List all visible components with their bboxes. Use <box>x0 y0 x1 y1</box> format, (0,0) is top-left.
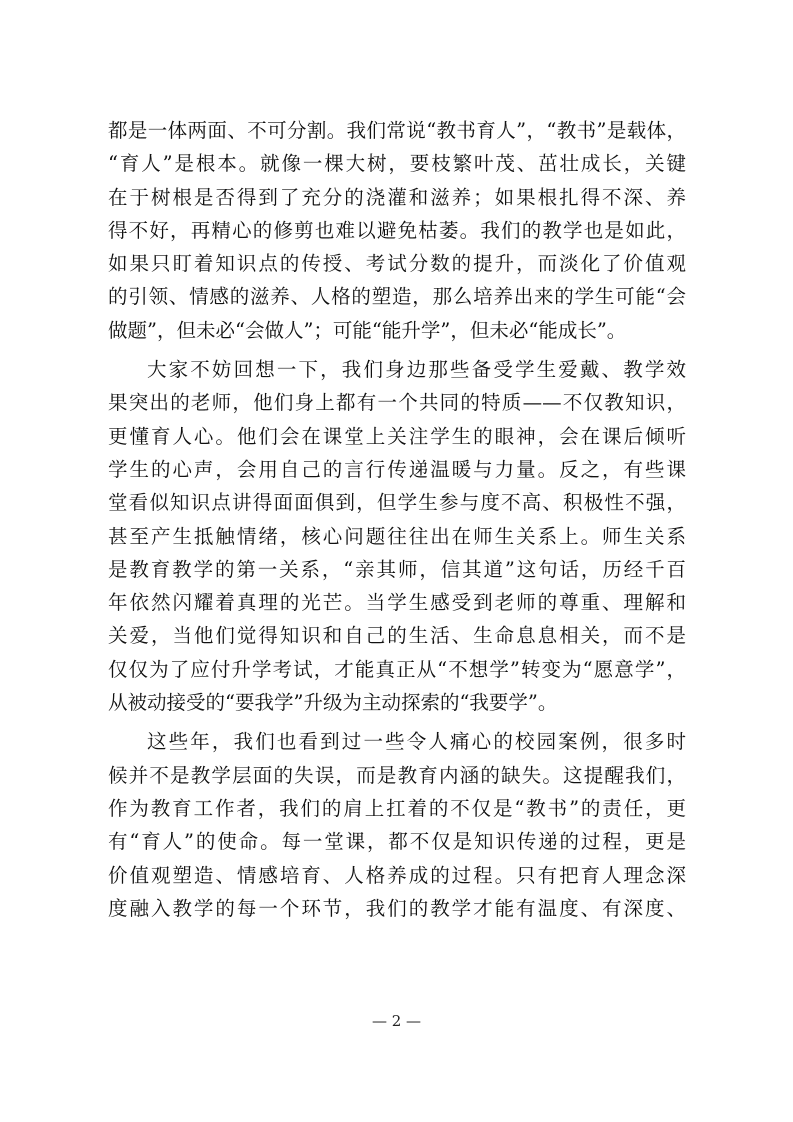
text-line: 堂看似知识点讲得面面俱到，但学生参与度不高、积极性不强， <box>108 491 686 515</box>
text-line: 做题”，但未必“会做人”；可能“能升学”，但未必“能成长”。 <box>108 318 627 342</box>
text-line: 大家不妨回想一下，我们身边那些备受学生爱戴、教学效 <box>147 358 686 382</box>
text-line: 果突出的老师，他们身上都有一个共同的特质——不仅教知识， <box>108 391 686 415</box>
text-line: 作为教育工作者，我们的肩上扛着的不仅是“教书”的责任，更 <box>108 796 686 820</box>
text-line: 都是一体两面、不可分割。我们常说“教书育人”，“教书”是载体， <box>108 119 686 142</box>
text-line: 价值观塑造、情感培育、人格养成的过程。只有把育人理念深 <box>108 863 686 887</box>
paragraph-1 <box>108 114 686 347</box>
text-line: 的引领、情感的滋养、人格的塑造，那么培养出来的学生可能“会 <box>108 285 686 309</box>
page-number: — 2 — <box>371 1012 422 1030</box>
text-line: 年依然闪耀着真理的光芒。当学生感受到老师的尊重、理解和 <box>108 591 686 615</box>
text-line: 得不好，再精心的修剪也难以避免枯萎。我们的教学也是如此， <box>108 218 686 242</box>
paragraph-2 <box>108 353 686 719</box>
text-line: 甚至产生抵触情绪，核心问题往往出在师生关系上。师生关系 <box>108 524 686 548</box>
text-line: 关爱，当他们觉得知识和自己的生活、生命息息相关，而不是 <box>108 624 686 648</box>
text-line: 这些年，我们也看到过一些令人痛心的校园案例，很多时 <box>147 730 686 754</box>
body-text <box>108 114 686 925</box>
text-line: 候并不是教学层面的失误，而是教育内涵的缺失。这提醒我们， <box>108 763 686 787</box>
text-line: 从被动接受的“要我学”升级为主动探索的“我要学”。 <box>108 691 558 715</box>
text-line: 如果只盯着知识点的传授、考试分数的提升，而淡化了价值观 <box>108 252 686 276</box>
text-line: 仅仅为了应付升学考试，才能真正从“不想学”转变为“愿意学”， <box>108 657 686 681</box>
text-line: 度融入教学的每一个环节，我们的教学才能有温度、有深度、 <box>108 896 686 920</box>
text-line: 是教育教学的第一关系，“亲其师，信其道”这句话，历经千百 <box>108 557 686 581</box>
paragraph-3 <box>108 725 686 925</box>
text-line: 有“育人”的使命。每一堂课，都不仅是知识传递的过程，更是 <box>108 830 686 854</box>
text-line: 更懂育人心。他们会在课堂上关注学生的眼神，会在课后倾听 <box>108 424 686 448</box>
text-line: “育人”是根本。就像一棵大树，要枝繁叶茂、茁壮成长，关键 <box>108 152 686 176</box>
text-line: 在于树根是否得到了充分的浇灌和滋养；如果根扎得不深、养 <box>108 185 686 209</box>
text-line: 学生的心声，会用自己的言行传递温暖与力量。反之，有些课 <box>108 457 686 481</box>
